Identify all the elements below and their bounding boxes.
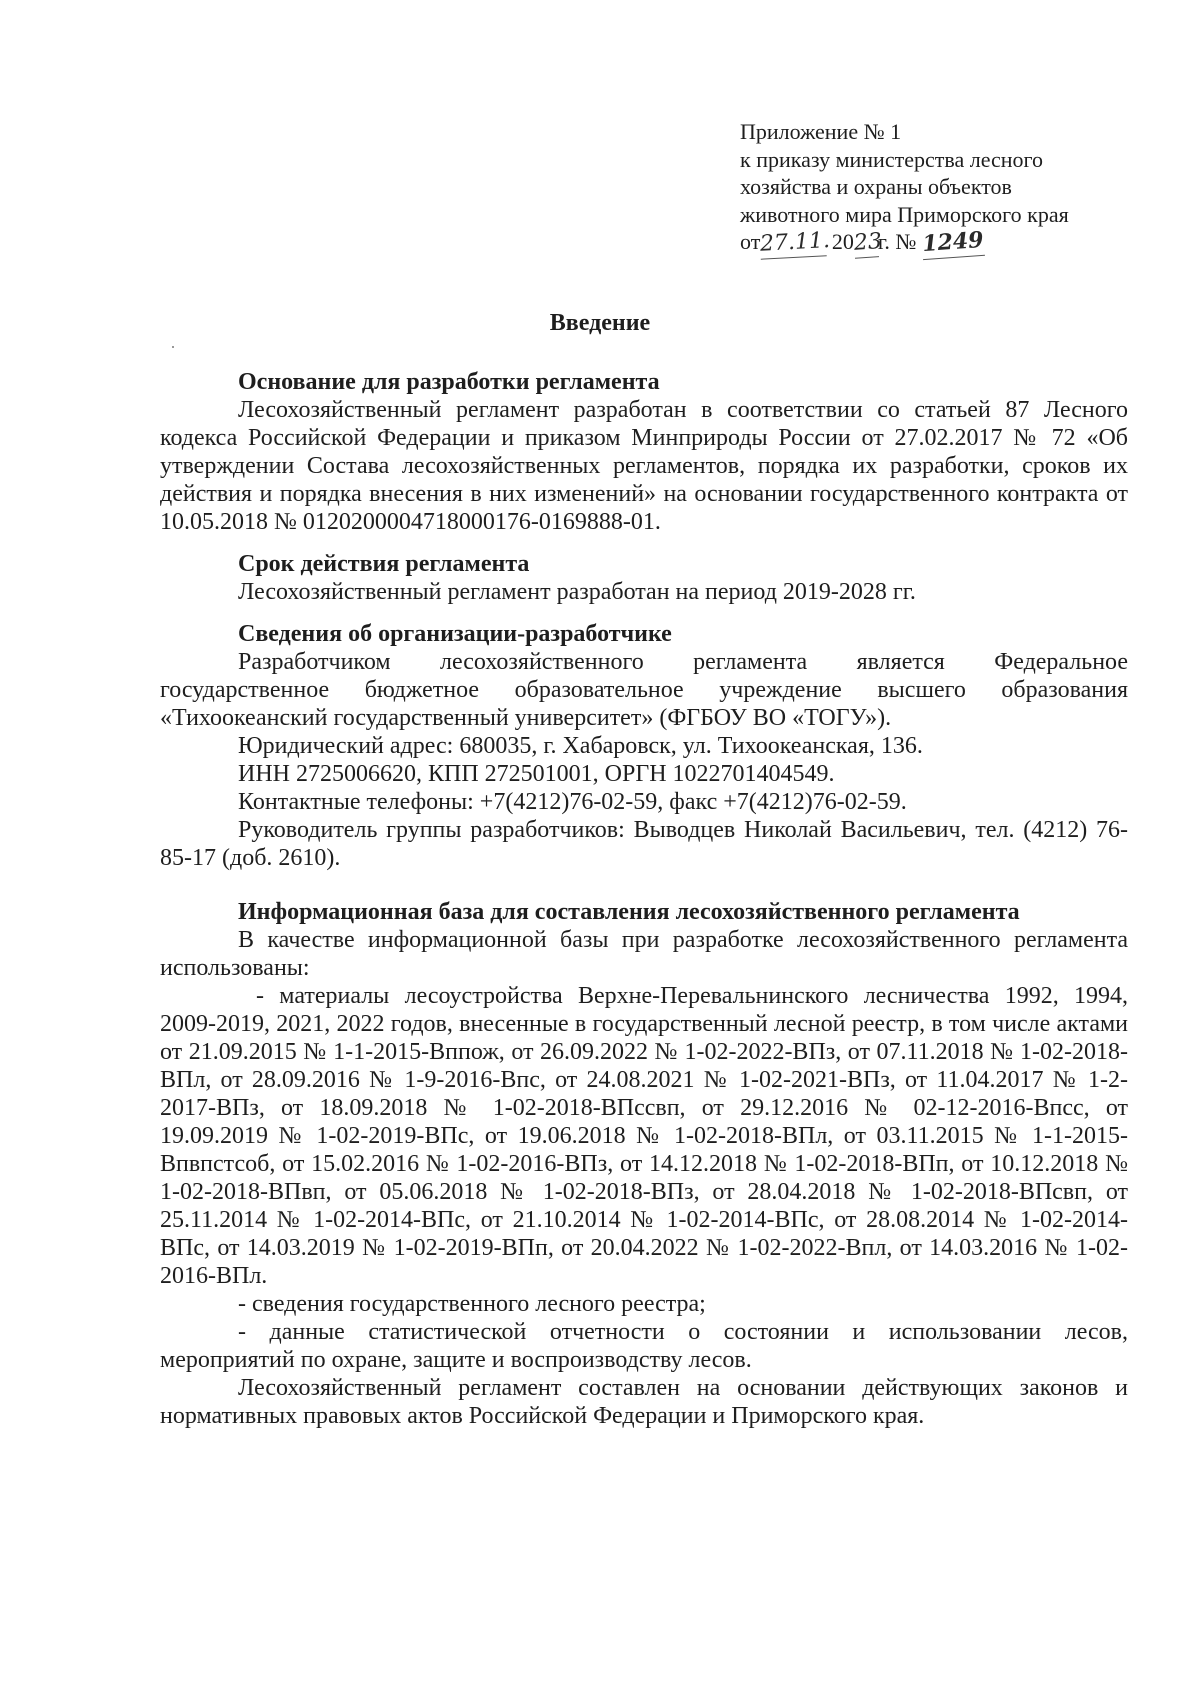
section-heading-info: Информационная база для составления лесохозяйственного регламента	[238, 899, 1020, 925]
appendix-ministry-line: хозяйства и охраны объектов	[740, 174, 1012, 199]
appendix-block	[740, 118, 1160, 258]
appendix-order-line: к приказу министерства лесного	[740, 146, 1044, 172]
handwritten-date: 27.11.	[760, 227, 827, 259]
document-body	[160, 368, 1128, 1430]
section-text-basis: Лесохозяйственный регламент разработан в соответствии со статьей 87 Лесного кодекса Российской Федерации и приказом Минприроды России от 27.02.2017 № 72 «Об утверждении Состава лесохозяйственных регламентов, порядка их разработки, сроков их действия и порядка внесения в них изменений» на основании государственного контракта от 10.05.2018 № 0120200004718000176-0169888-01.	[160, 397, 1128, 535]
section-heading-term: Срок действия регламента	[238, 551, 530, 577]
info-closing: Лесохозяйственный регламент составлен на основании действующих законов и нормативных правовых актов Российской Федерации и Приморского края.	[160, 1375, 1128, 1429]
developer-phones: Контактные телефоны: +7(4212)76-02-59, факс +7(4212)76-02-59.	[238, 789, 907, 815]
section-text-developer: Разработчиком лесохозяйственного регламента является Федеральное государственное бюджетное образовательное учреждение высшего образования «Тихоокеанский государственный университет» (ФГБОУ ВО «ТОГУ»).	[160, 649, 1128, 731]
section-heading-basis: Основание для разработки регламента	[238, 369, 660, 395]
developer-head: Руководитель группы разработчиков: Выводцев Николай Васильевич, тел. (4212) 76-85-17 (доб. 2610).	[160, 817, 1128, 871]
info-intro: В качестве информационной базы при разработке лесохозяйственного регламента использованы:	[160, 927, 1128, 981]
appendix-number: Приложение № 1	[740, 119, 902, 144]
info-list-item: - сведения государственного лесного реестра;	[238, 1291, 706, 1317]
scan-speck	[172, 346, 174, 348]
section-text-term: Лесохозяйственный регламент разработан на период 2019-2028 гг.	[238, 579, 916, 605]
info-list-item: - данные статистической отчетности о состоянии и использовании лесов, мероприятий по охране, защите и воспроизводству лесов.	[160, 1319, 1128, 1373]
info-list-item: - материалы лесоустройства Верхне-Перевальнинского лесничества 1992, 1994, 2009-2019, 2021, 2022 годов, внесенные в государственный лесной реестр, в том числе актами от 21.09.2015 № 1-1-2015-Вппож, от 26.09.2022 № 1-02-2022-ВПз, от 07.11.2018 № 1-02-2018-ВПл, от 28.09.2016 № 1-9-2016-Впс, от 24.08.2021 № 1-02-2021-ВПз, от 11.04.2017 № 1-2-2017-ВПз, от 18.09.2018 № 1-02-2018-ВПссвп, от 29.12.2016 № 02-12-2016-Впсс, от 19.09.2019 № 1-02-2019-ВПс, от 19.06.2018 № 1-02-2018-ВПл, от 03.11.2015 № 1-1-2015-Впвпстсоб, от 15.02.2016 № 1-02-2016-ВПз, от 14.12.2018 № 1-02-2018-ВПп, от 10.12.2018 № 1-02-2018-ВПвп, от 05.06.2018 № 1-02-2018-ВПз, от 28.04.2018 № 1-02-2018-ВПсвп, от 25.11.2014 № 1-02-2014-ВПс, от 21.10.2014 № 1-02-2014-ВПс, от 28.08.2014 № 1-02-2014-ВПс, от 14.03.2019 № 1-02-2019-ВПп, от 20.04.2022 № 1-02-2022-Впл, от 14.03.2016 № 1-02-2016-ВПл.	[160, 983, 1128, 1289]
year-prefix: 20	[831, 229, 854, 254]
appendix-date-line	[740, 228, 1160, 258]
appendix-region-line: животного мира Приморского края	[740, 201, 1069, 227]
section-heading-developer: Сведения об организации-разработчике	[238, 621, 672, 647]
handwritten-year: 23	[853, 228, 879, 258]
developer-inn: ИНН 2725006620, КПП 272501001, ОРГН 1022701404549.	[238, 761, 835, 787]
date-prefix: от	[740, 229, 761, 254]
developer-address: Юридический адрес: 680035, г. Хабаровск, ул. Тихоокеанская, 136.	[238, 733, 923, 759]
order-number-label: г. №	[877, 229, 917, 254]
page-title: Введение	[549, 310, 651, 336]
handwritten-order-number: 1249	[921, 227, 985, 260]
